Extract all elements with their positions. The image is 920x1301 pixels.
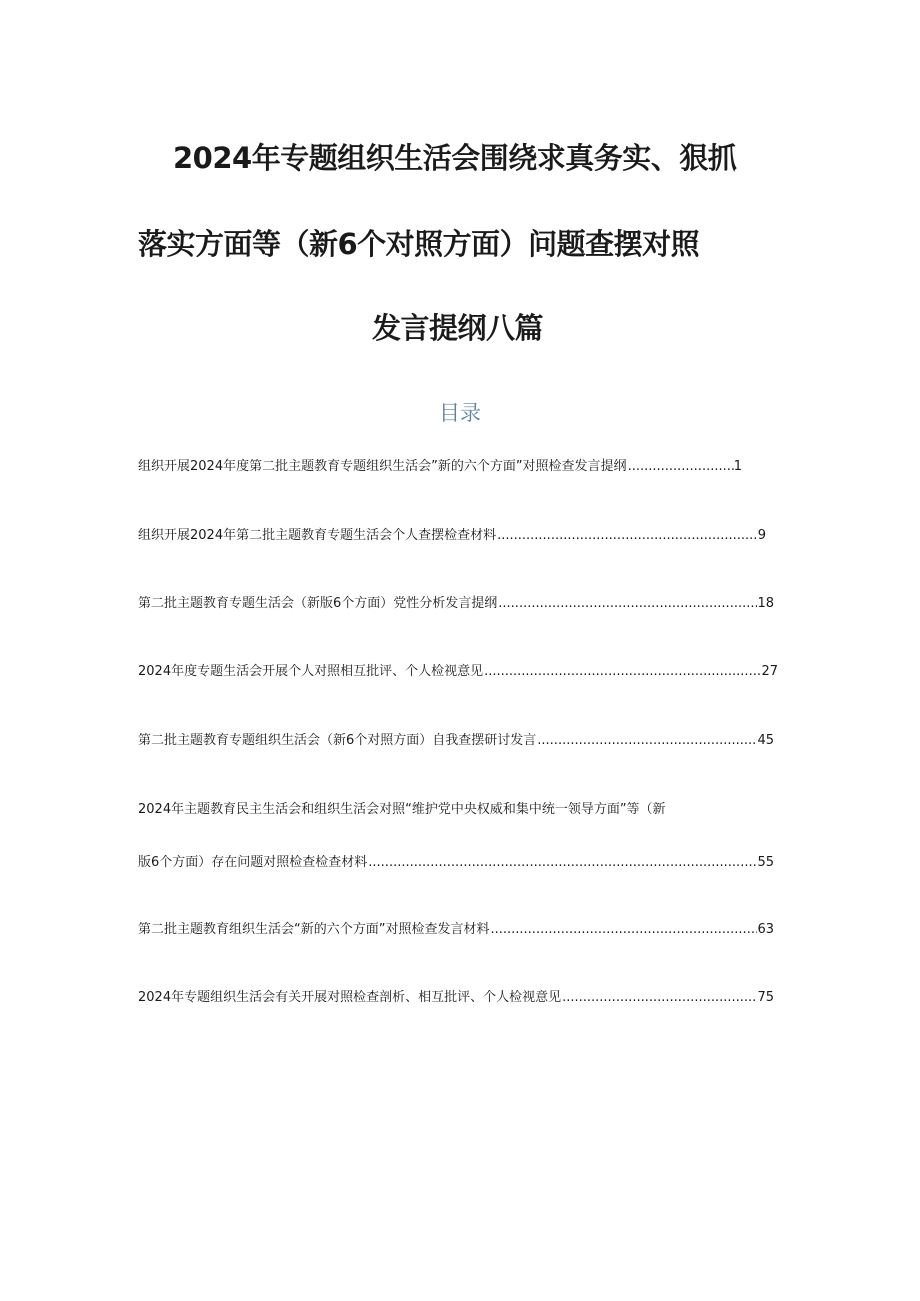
toc-leader-dots: [497, 594, 757, 614]
toc-entry-5[interactable]: [138, 731, 774, 751]
toc-entry-text: 第二批主题教育组织生活会“新的六个方面”对照检查发言材料: [138, 922, 490, 937]
toc-entry-7[interactable]: [138, 920, 774, 940]
toc-entry-page: 55: [757, 855, 774, 870]
toc-leader-dots: [561, 988, 757, 1008]
toc-entry-text: 2024年专题组织生活会有关开展对照检查剖析、相互批评、个人检视意见: [138, 990, 562, 1005]
document-title-line-2: 落实方面等（新6个对照方面）问题查摆对照: [138, 227, 700, 261]
toc-entry-text: 组织开展2024年度第二批主题教育专题组织生活会”新的六个方面”对照检查发言提纲: [138, 459, 627, 474]
toc-leader-dots: [489, 920, 757, 940]
toc-entry-1[interactable]: [138, 457, 742, 477]
toc-entry-page: 75: [757, 990, 774, 1005]
toc-leader-dots: [536, 731, 757, 751]
toc-leader-dots: [627, 457, 734, 477]
toc-leader-dots: [496, 526, 758, 546]
toc-entry-text: 2024年度专题生活会开展个人对照相互批评、个人检视意见: [138, 664, 484, 679]
toc-entry-text: 第二批主题教育专题生活会（新版6个方面）党性分析发言提纲: [138, 596, 498, 611]
toc-leader-dots: [483, 662, 761, 682]
toc-entry-4[interactable]: [138, 662, 778, 682]
toc-entry-6-line-1[interactable]: 2024年主题教育民主生活会和组织生活会对照“维护党中央权威和集中统一领导方面”等（新: [138, 802, 666, 817]
toc-entry-page: 45: [757, 733, 774, 748]
toc-entry-page: 63: [757, 922, 774, 937]
toc-entry-text: 组织开展2024年第二批主题教育专题生活会个人查摆检查材料: [138, 528, 497, 543]
toc-entry-3[interactable]: [138, 594, 774, 614]
toc-entry-6[interactable]: [138, 853, 774, 873]
toc-entry-8[interactable]: [138, 988, 774, 1008]
document-title-line-3: 发言提纲八篇: [372, 311, 544, 345]
toc-heading: 目录: [439, 401, 481, 425]
toc-entry-page: 9: [757, 528, 766, 543]
toc-entry-page: 27: [761, 664, 778, 679]
toc-entry-page: 18: [757, 596, 774, 611]
document-title-line-1: 2024年专题组织生活会围绕求真务实、狠抓: [173, 141, 737, 175]
toc-leader-dots: [367, 853, 757, 873]
toc-entry-page: 1: [733, 459, 742, 474]
toc-entry-text: 第二批主题教育专题组织生活会（新6个对照方面）自我查摆研讨发言: [138, 733, 537, 748]
toc-entry-text: 版6个方面）存在问题对照检查检查材料: [138, 855, 368, 870]
toc-entry-2[interactable]: [138, 526, 766, 546]
